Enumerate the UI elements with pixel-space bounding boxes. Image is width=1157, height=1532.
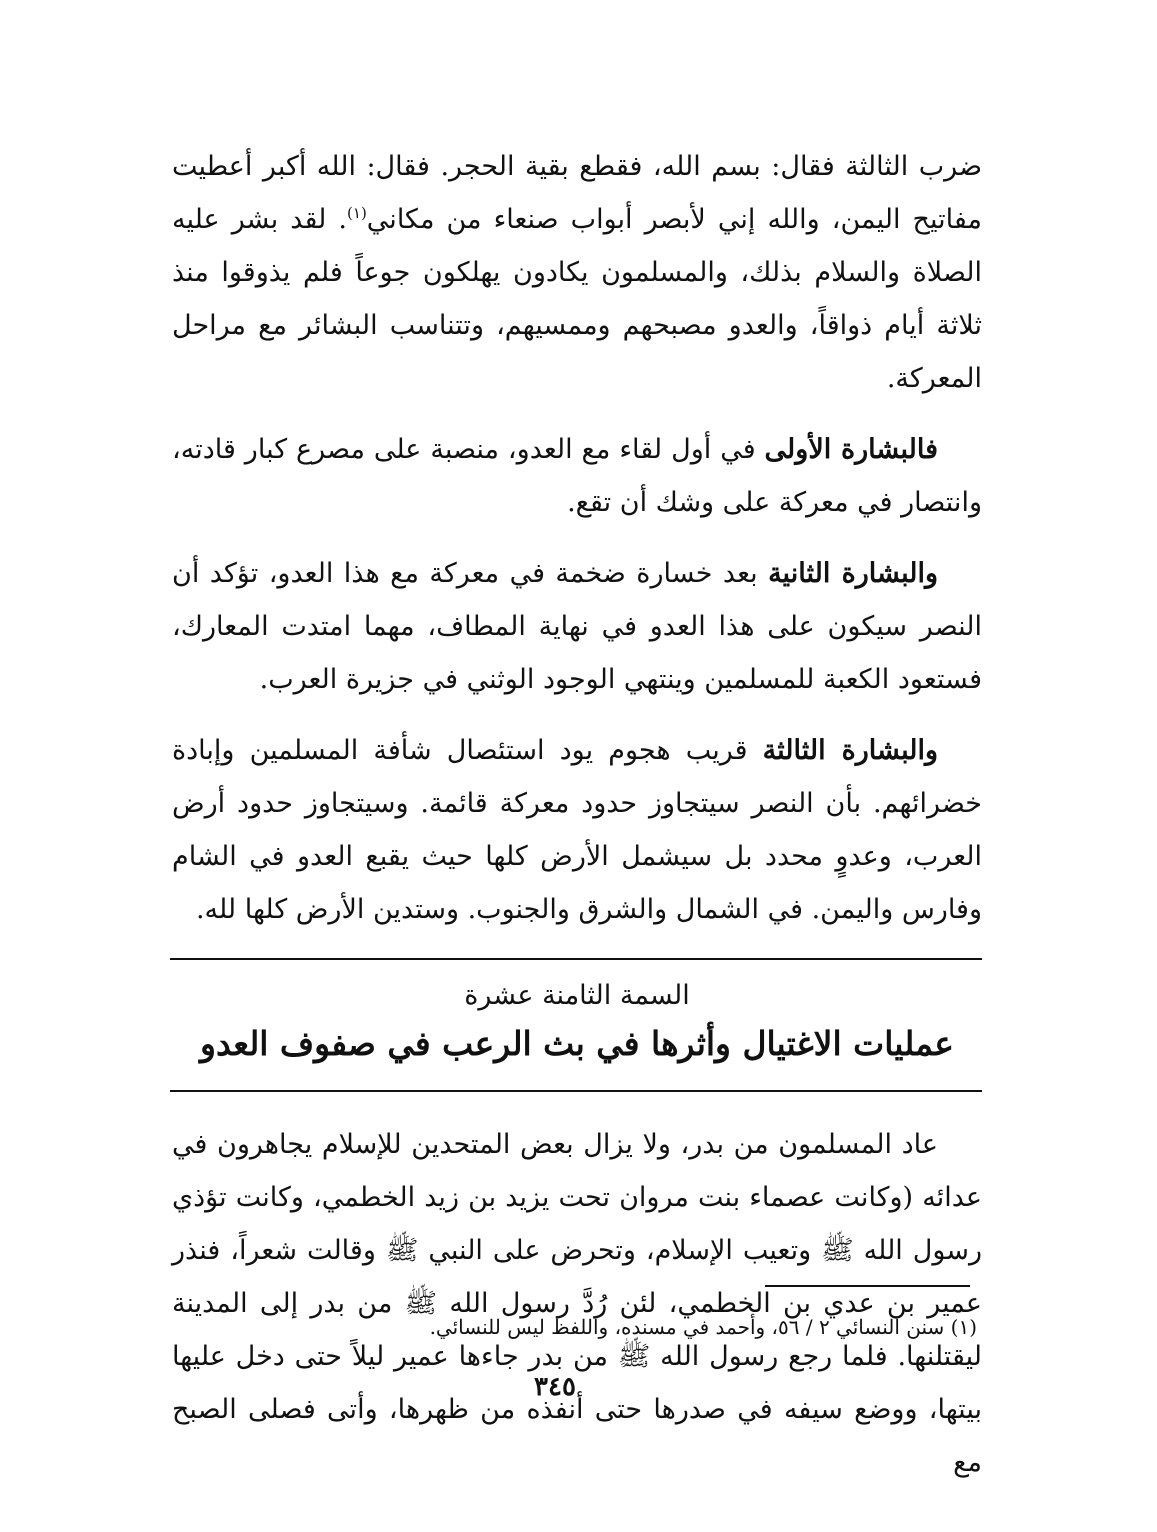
spacer	[172, 1092, 982, 1118]
paragraph-3-lead: والبشارة الثانية	[768, 558, 938, 589]
paragraph-2	[172, 423, 982, 529]
paragraph-3	[172, 547, 982, 706]
paragraph-1-text-after: . لقد بشر عليه الصلاة والسلام بذلك، والمسلمون يكادون يهلكون جوعاً فلم يذوقوا منذ ثلاثة أيام ذواقاً، والعدو مصبحهم وممسيهم، وتتناسب البشائر مع مراحل المعركة.	[172, 204, 982, 394]
page-number: ٣٤٥	[534, 1372, 576, 1402]
paragraph-3-text: بعد خسارة ضخمة في معركة مع هذا العدو، تؤكد أن النصر سيكون على هذا العدو في نهاية المطاف، مهما امتدت المعارك، فستعود الكعبة للمسلمين وينتهي الوجود الوثني في جزيرة العرب.	[172, 558, 982, 695]
section-title: عمليات الاغتيال وأثرها في بث الرعب في صفوف العدو	[200, 1024, 954, 1063]
paragraph-1	[172, 140, 982, 405]
spacer	[172, 936, 982, 958]
section-heading	[172, 960, 982, 1090]
paragraph-1-text: ضرب الثالثة فقال: بسم الله، فقطع بقية الحجر. فقال: الله أكبر أعطيت مفاتيح اليمن، والله إني لأبصر أبواب صنعاء من مكاني	[172, 151, 982, 235]
footnote: (١) سنن النسائي ٢ / ٥٦، وأحمد في مسنده، واللفظ ليس للنسائي.	[429, 1315, 977, 1339]
section-kicker: السمة الثامنة عشرة	[464, 980, 690, 1011]
paragraph-2-text: في أول لقاء مع العدو، منصبة على مصرع كبار قادته، وانتصار في معركة على وشك أن تقع.	[172, 434, 982, 518]
paragraph-4	[172, 724, 982, 936]
paragraph-4-text: قريب هجوم يود استئصال شأفة المسلمين وإبادة خضرائهم. بأن النصر سيتجاوز حدود معركة قائمة. وسيتجاوز حدود أرض العرب، وعدوٍ محدد بل سيشمل الأرض كلها حيث يقبع العدو في الشام وفارس واليمن. في الشمال والشرق والجنوب. وستدين الأرض كلها لله.	[172, 735, 982, 925]
paragraph-4-lead: والبشارة الثالثة	[762, 735, 938, 766]
footnote-reference: (١)	[347, 204, 367, 222]
paragraph-5-text: عاد المسلمون من بدر، ولا يزال بعض المتحدين للإسلام يجاهرون في عدائه (وكانت عصماء بنت مروان تحت يزيد بن زيد الخطمي، وكانت تؤذي رسول الله ﷺ وتعيب الإسلام، وتحرض على النبي ﷺ وقالت شعراً، فنذر عمير بن عدي بن الخطمي، لئن رُدَّ رسول الله ﷺ من بدر إلى المدينة ليقتلنها. فلما رجع رسول الله ﷺ من بدر جاءها عمير ليلاً حتى دخل عليها بيتها، ووضع سيفه في صدرها حتى أنفذه من ظهرها، وأتى فصلى الصبح مع	[172, 1129, 982, 1478]
paragraph-5	[172, 1118, 982, 1489]
footnote-separator	[765, 1285, 970, 1287]
paragraph-2-lead: فالبشارة الأولى	[764, 434, 938, 465]
